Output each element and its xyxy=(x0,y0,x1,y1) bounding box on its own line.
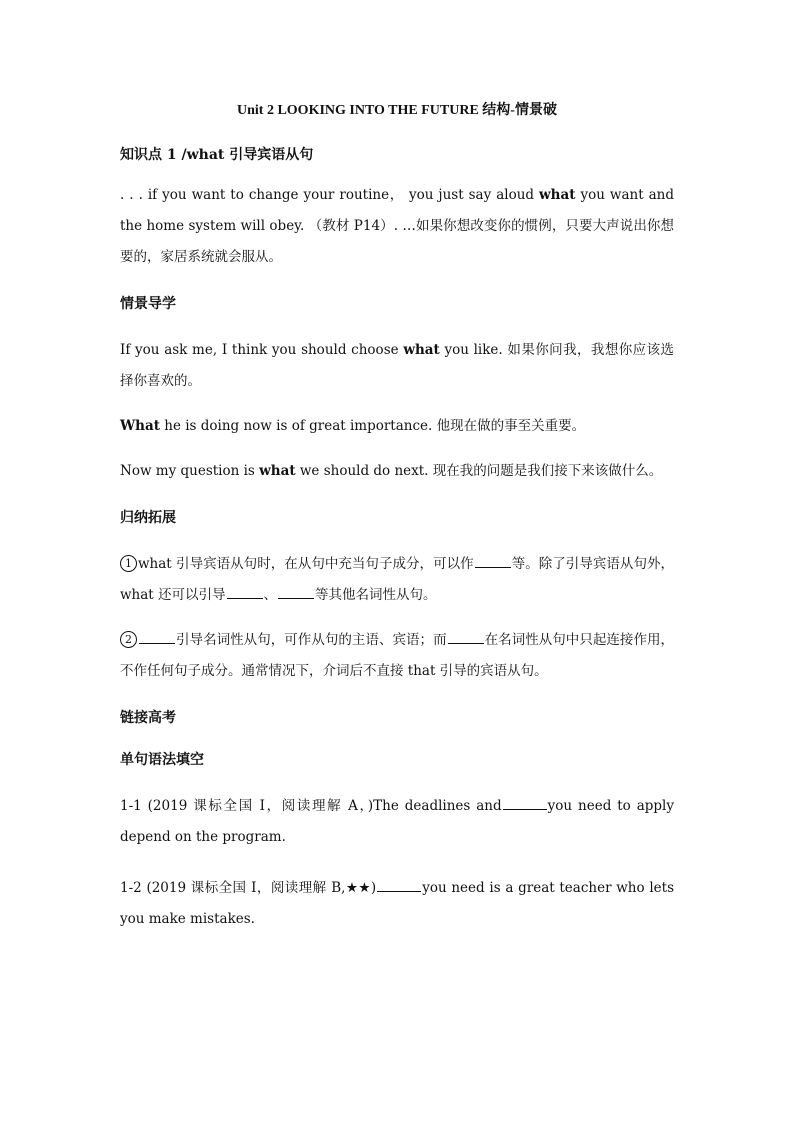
answer-blank[interactable] xyxy=(503,796,547,810)
circled-number-1: 1 xyxy=(120,555,137,572)
fill-blank[interactable] xyxy=(448,630,484,644)
answer-blank[interactable] xyxy=(377,878,421,892)
question-text: 1-2 (2019 课标全国 I，阅读理解 B,★★) xyxy=(120,880,377,896)
keyword-what: what xyxy=(403,342,440,358)
keyword-what: what xyxy=(539,187,576,203)
sentence-text: you like. 如果你问我，我想你应该选择你喜欢的。 xyxy=(120,342,674,389)
knowledge-point-heading: 知识点 1 /what 引导宾语从句 xyxy=(120,147,314,163)
sentence-text: we should do next. 现在我的问题是我们接下来该做什么。 xyxy=(295,463,663,479)
grammar-fill-heading: 单句语法填空 xyxy=(120,752,204,768)
summary-text: 引导名词性从句，可作从句的主语、宾语；而 xyxy=(176,632,447,648)
summary-text: 在名词性从句中只起连接作用，不作任何句子成分。通常情况下，介词后不直接 that 引导的宾语从句。 xyxy=(120,632,675,679)
summary-text: 等。除了引导宾语从句外， what 还可以引导 xyxy=(120,556,675,603)
question-text: you need is a great teacher who lets you make mistakes. xyxy=(120,880,675,927)
keyword-what: what xyxy=(259,463,296,479)
sentence-text: he is doing now is of great importance. 他现在做的事至关重要。 xyxy=(159,418,586,434)
textbook-example xyxy=(120,180,674,273)
example-text: you want and the home system will obey. （教材 P14）. …如果你想改变你的惯例，只要大声说出你想要的，家居系统就会服从。 xyxy=(120,187,674,265)
fill-blank[interactable] xyxy=(475,554,511,568)
page-title: Unit 2 LOOKING INTO THE FUTURE 结构-情景破 xyxy=(237,103,557,118)
fill-blank[interactable] xyxy=(227,585,263,599)
summary-text: 等其他名词性从句。 xyxy=(315,587,437,603)
question-1-2 xyxy=(120,873,674,935)
summary-point-1 xyxy=(120,549,674,611)
situation-heading: 情景导学 xyxy=(120,296,176,312)
link-exam-heading: 链接高考 xyxy=(120,710,176,726)
situation-sentence-3 xyxy=(120,456,674,487)
summary-text: what 引导宾语从句时，在从句中充当句子成分，可以作 xyxy=(138,556,474,572)
situation-sentence-2 xyxy=(120,411,674,442)
question-text: 1-1 (2019 课标全国 I，阅读理解 A，)The deadlines and xyxy=(120,798,502,814)
summary-point-2 xyxy=(120,625,674,687)
example-text: . . . if you want to change your routine， you just say aloud xyxy=(120,187,540,203)
fill-blank[interactable] xyxy=(139,630,175,644)
document-content xyxy=(120,100,674,935)
question-1-1 xyxy=(120,791,674,853)
keyword-what: What xyxy=(120,418,160,434)
circled-number-2: 2 xyxy=(120,631,137,648)
sentence-text: Now my question is xyxy=(120,463,260,479)
sentence-text: If you ask me, I think you should choose xyxy=(120,342,404,358)
summary-text: 、 xyxy=(263,587,278,603)
question-text: you need to apply depend on the program. xyxy=(120,798,675,845)
situation-sentence-1 xyxy=(120,335,674,397)
summary-heading: 归纳拓展 xyxy=(120,510,176,526)
fill-blank[interactable] xyxy=(278,585,314,599)
